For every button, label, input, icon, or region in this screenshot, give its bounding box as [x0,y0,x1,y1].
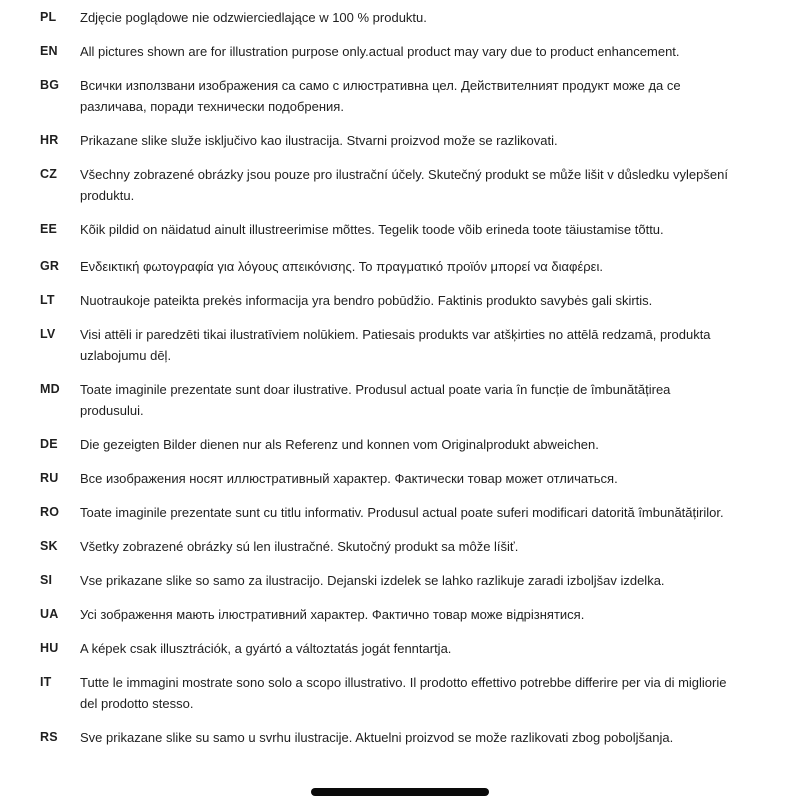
disclaimer-text: Все изображения носят иллюстративный характер. Фактически товар может отличаться. [80,471,618,486]
language-code-label: HU [40,641,59,655]
disclaimer-row [40,290,770,311]
disclaimer-row [40,41,770,62]
language-code-label: HR [40,133,59,147]
language-code-label: EN [40,44,58,58]
disclaimer-text: Všetky zobrazené obrázky sú len ilustračné. Skutočný produkt sa môže líšiť. [80,539,519,554]
disclaimer-row [40,219,770,240]
disclaimer-text: Всички използвани изображения са само с илюстративна цел. Действителният продукт може да се различава, поради технически подобрения. [80,78,681,114]
disclaimer-text: Toate imaginile prezentate sunt doar ilustrative. Produsul actual poate varia în funcție de îmbunătățirea produsului. [80,382,671,418]
disclaimer-row [40,164,770,206]
disclaimer-text: Všechny zobrazené obrázky jsou pouze pro ilustrační účely. Skutečný produkt se může lišit v důsledku vylepšení produktu. [80,167,728,203]
disclaimer-row [40,727,770,748]
disclaimer-row [40,536,770,557]
language-code-label: MD [40,382,60,396]
disclaimer-row [40,672,770,714]
disclaimer-text: Nuotraukoje pateikta prekės informacija yra bendro pobūdžio. Faktinis produkto savybės gali skirtis. [80,293,653,308]
disclaimer-text: Visi attēli ir paredzēti tikai ilustratīviem nolūkiem. Patiesais produkts var atšķirties no attēlā redzamā, produkta uzlabojumu dēļ. [80,327,711,363]
language-code-label: GR [40,259,60,273]
disclaimer-row [40,434,770,455]
disclaimer-text: Toate imaginile prezentate sunt cu titlu informativ. Produsul actual poate suferi modificari datorită îmbunătățirilor. [80,505,724,520]
disclaimer-row [40,379,770,421]
disclaimer-row [40,256,770,277]
language-code-label: EE [40,222,58,236]
disclaimer-text: A képek csak illusztrációk, a gyártó a változtatás jogát fenntartja. [80,641,452,656]
disclaimer-row [40,75,770,117]
disclaimer-row [40,324,770,366]
disclaimer-row [40,604,770,625]
language-code-label: RO [40,505,60,519]
language-code-label: LT [40,293,55,307]
disclaimer-text: Усі зображення мають ілюстративний характер. Фактично товар може відрізнятися. [80,607,585,622]
disclaimer-list [40,7,770,748]
language-code-label: SK [40,539,58,553]
language-code-label: CZ [40,167,58,181]
language-code-label: LV [40,327,56,341]
disclaimer-row [40,468,770,489]
language-code-label: UA [40,607,59,621]
disclaimer-text: All pictures shown are for illustration purpose only.actual product may vary due to product enhancement. [80,44,680,59]
disclaimer-text: Kõik pildid on näidatud ainult illustreerimise mõttes. Tegelik toode võib erineda toote täiustamise tõttu. [80,222,664,237]
home-indicator-bar [311,788,489,796]
language-code-label: BG [40,78,60,92]
disclaimer-text: Zdjęcie poglądowe nie odzwierciedlające w 100 % produktu. [80,10,427,25]
disclaimer-text: Prikazane slike služe isključivo kao ilustracija. Stvarni proizvod može se razlikovati. [80,133,558,148]
disclaimer-row [40,130,770,151]
language-code-label: SI [40,573,53,587]
disclaimer-row [40,570,770,591]
disclaimer-row [40,638,770,659]
language-code-label: RU [40,471,59,485]
disclaimer-text: Ενδεικτική φωτογραφία για λόγους απεικόνισης. Το πραγματικό προϊόν μπορεί να διαφέρει. [80,259,603,274]
language-code-label: PL [40,10,57,24]
disclaimer-text: Die gezeigten Bilder dienen nur als Referenz und konnen vom Originalprodukt abweichen. [80,437,599,452]
disclaimer-text: Tutte le immagini mostrate sono solo a scopo illustrativo. Il prodotto effettivo potrebbe differire per via di migliorie del prodotto stesso. [80,675,727,711]
disclaimer-row [40,502,770,523]
disclaimer-text: Sve prikazane slike su samo u svrhu ilustracije. Aktuelni proizvod se može razlikovati zbog poboljšanja. [80,730,674,745]
language-code-label: IT [40,675,52,689]
disclaimer-text: Vse prikazane slike so samo za ilustracijo. Dejanski izdelek se lahko razlikuje zaradi izboljšav izdelka. [80,573,665,588]
language-code-label: RS [40,730,58,744]
language-code-label: DE [40,437,58,451]
disclaimer-row [40,7,770,28]
